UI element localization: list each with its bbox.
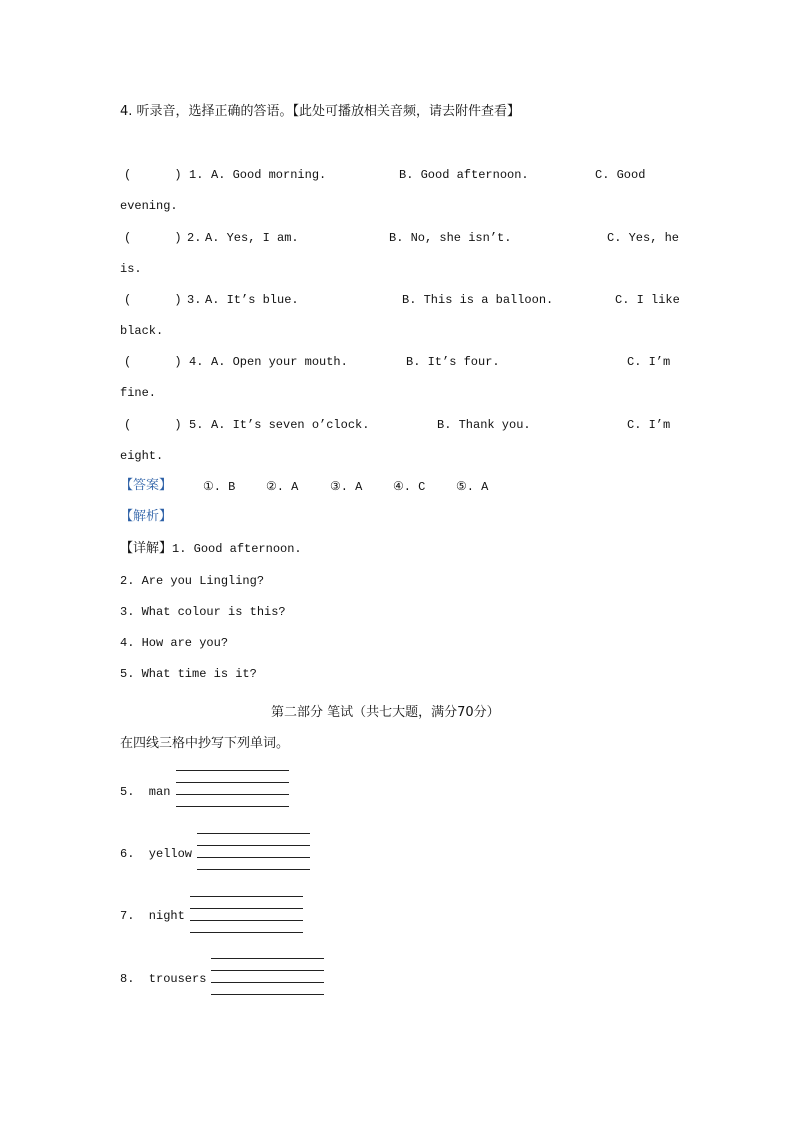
answer-paren: ( ) bbox=[124, 293, 182, 307]
answer-value: ①. B bbox=[203, 480, 236, 494]
option-c-wrap: fine. bbox=[120, 386, 157, 400]
option-c-wrap: eight. bbox=[120, 449, 164, 463]
option-a: A. Open your mouth. bbox=[211, 355, 348, 369]
item-number: 4. bbox=[189, 355, 204, 369]
option-b: B. Good afternoon. bbox=[399, 168, 529, 182]
detail-label: 【详解】 bbox=[120, 541, 173, 556]
option-a: A. Yes, I am. bbox=[205, 231, 299, 245]
word-label: 8. trousers bbox=[120, 972, 207, 986]
option-c: C. Good bbox=[595, 168, 646, 182]
answer-paren: ( ) bbox=[124, 355, 182, 369]
option-a: A. It’s blue. bbox=[205, 293, 299, 307]
option-c: C. I’m bbox=[627, 418, 671, 432]
item-number: 3. bbox=[187, 293, 202, 307]
analysis-line-4: 4. How are you? bbox=[120, 636, 229, 650]
option-c: C. Yes, he bbox=[607, 231, 680, 245]
part-2-instruction: 在四线三格中抄写下列单词。 bbox=[120, 736, 290, 751]
four-line-grid[interactable] bbox=[190, 896, 303, 933]
option-a: A. It’s seven o’clock. bbox=[211, 418, 370, 432]
detail-text: 1. Good afternoon. bbox=[172, 542, 302, 556]
four-line-grid[interactable] bbox=[176, 770, 289, 807]
option-c-wrap: is. bbox=[120, 262, 142, 276]
answer-paren: ( ) bbox=[124, 418, 182, 432]
analysis-detail-line-1 bbox=[120, 541, 302, 557]
option-b: B. This is a balloon. bbox=[402, 293, 554, 307]
analysis-line-3: 3. What colour is this? bbox=[120, 605, 286, 619]
item-number: 5. bbox=[189, 418, 204, 432]
answer-value: ④. C bbox=[393, 480, 426, 494]
four-line-grid[interactable] bbox=[197, 833, 310, 870]
analysis-line-2: 2. Are you Lingling? bbox=[120, 574, 265, 588]
item-number: 1. bbox=[189, 168, 204, 182]
analysis-line-5: 5. What time is it? bbox=[120, 667, 257, 681]
word-label: 7. night bbox=[120, 909, 185, 923]
option-a: A. Good morning. bbox=[211, 168, 327, 182]
item-number: 2. bbox=[187, 231, 202, 245]
option-c: C. I like bbox=[615, 293, 680, 307]
analysis-label: 【解析】 bbox=[120, 509, 173, 524]
answer-value: ③. A bbox=[330, 480, 363, 494]
option-c: C. I’m bbox=[627, 355, 671, 369]
part-2-heading: 第二部分 笔试（共七大题，满分70分） bbox=[271, 705, 500, 720]
answer-paren: ( ) bbox=[124, 168, 182, 182]
option-c-wrap: evening. bbox=[120, 199, 178, 213]
four-line-grid[interactable] bbox=[211, 958, 324, 995]
answer-label: 【答案】 bbox=[120, 478, 173, 493]
word-label: 6. yellow bbox=[120, 847, 193, 861]
answer-value: ②. A bbox=[266, 480, 299, 494]
question-4-title: 4. 听录音，选择正确的答语。【此处可播放相关音频，请去附件查看】 bbox=[120, 104, 521, 119]
option-b: B. Thank you. bbox=[437, 418, 531, 432]
option-b: B. No, she isn’t. bbox=[389, 231, 512, 245]
option-c-wrap: black. bbox=[120, 324, 164, 338]
option-b: B. It’s four. bbox=[406, 355, 500, 369]
answer-paren: ( ) bbox=[124, 231, 182, 245]
answer-value: ⑤. A bbox=[456, 480, 489, 494]
word-label: 5. man bbox=[120, 785, 171, 799]
